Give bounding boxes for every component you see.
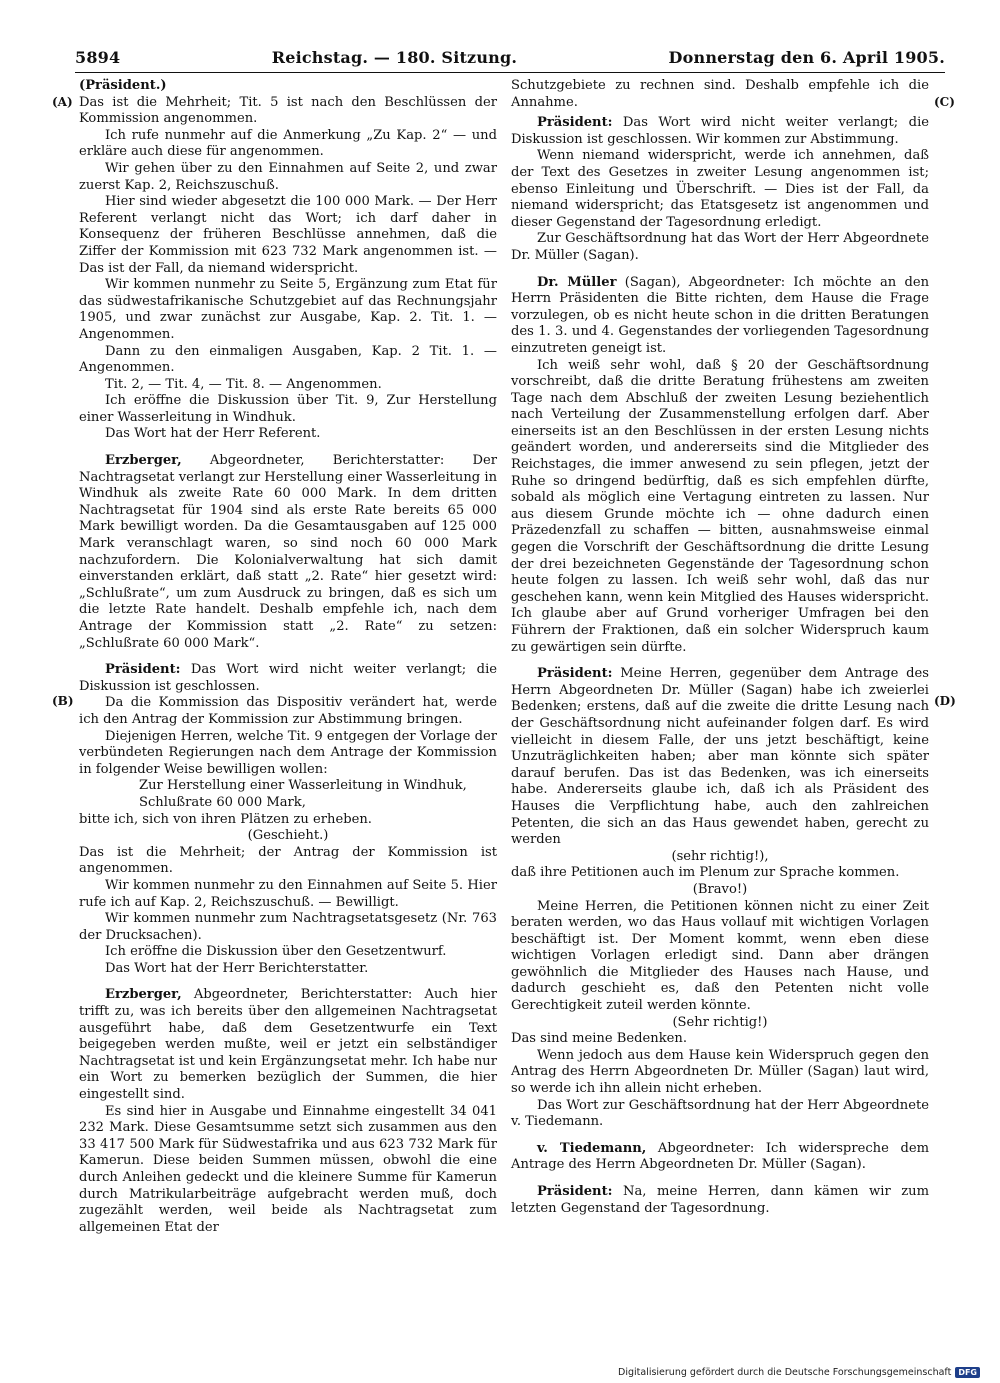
right-column <box>511 78 929 1217</box>
paragraph: Da die Kommission das Dispositiv verändert hat, werde ich den Antrag der Kommission zur Abstimmung bringen. <box>79 695 497 727</box>
paragraph: Wenn jedoch aus dem Hause kein Widerspruch gegen den Antrag des Herrn Abgeordneten Dr. Müller (Sagan) laut wird, so werde ich ihn allein nicht erheben. <box>511 1047 929 1097</box>
digitization-footer <box>610 1364 980 1380</box>
speaker-name: v. Tiedemann, <box>537 1140 647 1156</box>
paragraph: Wir gehen über zu den Einnahmen auf Seite 2, und zwar zuerst Kap. 2, Reichszuschuß. <box>79 160 497 193</box>
margin-marker-d: (D) <box>934 694 956 708</box>
speech-paragraph <box>511 1184 929 1217</box>
speech-paragraph <box>511 1141 929 1174</box>
speech-text: Meine Herren, gegenüber dem Antrage des Herrn Abgeordneten Dr. Müller (Sagan) habe ich zweierlei Bedenken; erstens, daß auf die zweite die dritte Lesung nach der Geschäftsordnung nicht aufeinander folgen darf. Es wird vielleicht in diesem Falle, der uns jetzt beschäftigt, keine Unzuträglichkeiten haben; aber man könnte sich später darauf berufen. Das ist das Bedenken, was ich einerseits habe. Andererseits glaube ich, daß ich als Präsident des Hauses die Verpflichtung habe, auch den zahlreichen Petenten, die sich an das Haus gewendet haben, gerecht zu werden <box>511 666 929 848</box>
paragraph: Wir kommen nunmehr zum Nachtragsetatsgesetz (Nr. 763 der Drucksachen). <box>79 911 497 943</box>
speaker-name: (Präsident.) <box>79 78 167 93</box>
paragraph: Das sind meine Bedenken. <box>511 1031 687 1047</box>
paragraph: Wir kommen nunmehr zu den Einnahmen auf Seite 5. Hier rufe ich auf Kap. 2, Reichszuschuß. — Bewilligt. <box>79 877 497 910</box>
paragraph: Meine Herren, die Petitionen können nicht zu einer Zeit beraten werden, wo das Haus vollauf mit wichtigen Vorlagen beschäftigt ist. Der Moment kommt, wenn eben diese wichtigen Vorlagen erledigt sind. Dann aber drängen gewöhnlich die Mitglieder des Hauses nach Hause, und dadurch geschieht es, daß den Petenten nicht volle Gerechtigkeit zuteil werden könnte. <box>511 898 929 1014</box>
speech-paragraph <box>511 275 929 358</box>
speaker-name: Erzberger, <box>105 987 182 1003</box>
speech-paragraph <box>79 453 497 652</box>
paragraph: Diejenigen Herren, welche Tit. 9 entgegen der Vorlage der verbündeten Regierungen nach dem Antrage der Kommission in folgender Weise bewilligen wollen: <box>79 728 497 777</box>
interjection: (sehr richtig!), <box>671 848 769 864</box>
speaker-name: Erzberger, <box>105 453 182 469</box>
speech-paragraph <box>511 666 929 849</box>
speaker-name: Präsident: <box>537 666 613 682</box>
margin-marker-a: (A) <box>52 95 73 109</box>
interjection: (Sehr richtig!) <box>672 1014 768 1030</box>
speech-text: (Sagan), Abgeordneter: Ich möchte an den Herrn Präsidenten die Bitte richten, dem Hause die Frage vorzulegen, ob es nicht heute schon in die dritten Beratungen des 1. 3. und 4. Gegenstandes der vorliegenden Tagesordnung einzutreten geneigt ist. <box>511 274 930 356</box>
paragraph: daß ihre Petitionen auch im Plenum zur Sprache kommen. <box>511 865 900 881</box>
paragraph: Das Wort zur Geschäftsordnung hat der Herr Abgeordnete v. Tiedemann. <box>511 1097 929 1130</box>
paragraph: Hier sind wieder abgesetzt die 100 000 Mark. — Der Herr Referent verlangt nicht das Wort; ich darf daher in Konsequenz der früheren Beschlüsse annehmen, daß die Ziffer der Kommission mit 623 732 Mark angenommen ist. — Das ist der Fall, da niemand widerspricht. <box>79 194 497 276</box>
paragraph: Tit. 2, — Tit. 4, — Tit. 8. — Angenommen. <box>105 376 382 392</box>
stage-direction: (Geschieht.) <box>247 828 329 844</box>
speech-text: Abgeordneter: Ich widerspreche dem Antrage des Herrn Abgeordneten Dr. Müller (Sagan). <box>511 1140 929 1173</box>
speech-text: Das Wort wird nicht weiter verlangt; die Diskussion ist geschlossen. <box>79 662 497 694</box>
paragraph: Das Wort hat der Herr Berichterstatter. <box>105 960 369 976</box>
speech-paragraph <box>79 662 497 695</box>
interjection: (Bravo!) <box>692 881 748 897</box>
speech-paragraph <box>79 987 497 1103</box>
speech-text: Das Wort wird nicht weiter verlangt; die Diskussion ist geschlossen. Wir kommen zur Abstimmung. <box>511 115 929 147</box>
speaker-name: Dr. Müller <box>537 274 617 290</box>
paragraph <box>79 78 497 95</box>
speech-text: Na, meine Herren, dann kämen wir zum letzten Gegenstand der Tagesordnung. <box>511 1184 929 1216</box>
paragraph: Das Wort hat der Herr Referent. <box>105 426 321 442</box>
margin-marker-b: (B) <box>52 694 74 708</box>
paragraph: bitte ich, sich von ihren Plätzen zu erheben. <box>79 811 372 827</box>
header-title: Reichstag. — 180. Sitzung. <box>271 48 518 67</box>
header-rule <box>75 72 945 73</box>
page-header <box>75 48 945 70</box>
paragraph: Das ist die Mehrheit; der Antrag der Kommission ist angenommen. <box>79 844 497 877</box>
paragraph: Schutzgebiete zu rechnen sind. Deshalb empfehle ich die Annahme. <box>511 78 929 110</box>
motion-text: Zur Herstellung einer Wasserleitung in Windhuk, Schlußrate 60 000 Mark, <box>139 778 467 810</box>
footer-text: Digitalisierung gefördert durch die Deutsche Forschungsgemeinschaft <box>618 1366 952 1378</box>
paragraph: Ich rufe nunmehr auf die Anmerkung „Zu Kap. 2“ — und erkläre auch diese für angenommen. <box>79 127 497 160</box>
speaker-name: Präsident: <box>537 115 613 131</box>
speaker-name: Präsident: <box>537 1184 613 1199</box>
speech-paragraph <box>511 115 929 148</box>
paragraph: Wenn niemand widerspricht, werde ich annehmen, daß der Text des Gesetzes in zweiter Lesung angenommen ist; ebenso Einleitung und Überschrift. — Dies ist der Fall, da niemand widerspricht; das Etatsgesetz ist angenommen und dieser Gegenstand der Tagesordnung erledigt. <box>511 148 929 230</box>
paragraph: Dann zu den einmaligen Ausgaben, Kap. 2 Tit. 1. — Angenommen. <box>79 343 497 376</box>
margin-marker-c: (C) <box>934 95 955 109</box>
page-number: 5894 <box>75 48 121 67</box>
speech-text: Abgeordneter, Berichterstatter: Der Nachtragsetat verlangt zur Herstellung einer Wasserleitung in Windhuk als zweite Rate 60 000 Mark. In dem dritten Nachtragsetat für 1904 sind als erste Rate bereits 65 000 Mark bewilligt worden. Da die Gesamtausgaben auf 125 000 Mark veranschlagt waren, so sind noch 60 000 Mark nachzufordern. Die Kolonialverwaltung hat sich damit einverstanden erklärt, daß statt „2. Rate“ hier gesetzt wird: „Schlußrate“, um zum Ausdruck zu bringen, daß es sich um die letzte Rate handelt. Deshalb empfehle ich, nach dem Antrage der Kommission statt „2. Rate“ zu setzen: „Schlußrate 60 000 Mark“. <box>79 453 497 651</box>
paragraph: Ich eröffne die Diskussion über Tit. 9, Zur Herstellung einer Wasserleitung in Windhuk. <box>79 393 497 425</box>
paragraph: Wir kommen nunmehr zu Seite 5, Ergänzung zum Etat für das südwestafrikanische Schutzgebiet auf das Rechnungsjahr 1905, und zwar zunächst zur Ausgabe, Kap. 2. Tit. 1. — Angenommen. <box>79 277 497 342</box>
dfg-logo: DFG <box>955 1367 980 1378</box>
paragraph: Es sind hier in Ausgabe und Einnahme eingestellt 34 041 232 Mark. Diese Gesamtsumme setzt sich zusammen aus den 33 417 500 Mark für Südwestafrika und aus 623 732 Mark für Kamerun. Diese beiden Summen müssen, obwohl die eine durch Anleihen gedeckt und die kleinere Summe für Kamerun durch Matrikularbeiträge aufgebracht werden muß, doch zugezählt werden, weil beide als Nachtragsetat zum allgemeinen Etat der <box>79 1103 497 1235</box>
header-date: Donnerstag den 6. April 1905. <box>668 48 945 67</box>
speaker-name: Präsident: <box>105 662 181 678</box>
paragraph: Ich weiß sehr wohl, daß § 20 der Geschäftsordnung vorschreibt, daß die dritte Beratung frühestens am zweiten Tage nach dem Abschluß der zweiten Lesung beziehentlich nach Verteilung der Zusammenstellung erfolgen darf. Aber einerseits ist an den Beschlüssen in der ersten Lesung nichts geändert worden, und andererseits sind die Mitglieder des Reichstages, die immer anwesend zu sein pflegen, jetzt der Ruhe so dringend bedürftig, daß es sich empfehlen dürfte, sobald als möglich eine Vertagung eintreten zu lassen. Nur aus diesem Grunde möchte ich — ohne dadurch einen Präzedenzfall zu schaffen — bitten, ausnahmsweise einmal gegen die Vorschrift der Geschäftsordnung die dritte Lesung der drei bezeichneten Gegenstände der Tagesordnung schon heute folgen zu lassen. Ich weiß sehr wohl, daß das nur geschehen kann, wenn kein Mitglied des Hauses widerspricht. Ich glaube aber auf Grund vorheriger Umfragen bei den Führern der Fraktionen, daß ein solcher Widerspruch kaum zu gewärtigen sein dürfte. <box>511 357 929 655</box>
speech-text: Abgeordneter, Berichterstatter: Auch hier trifft zu, was ich bereits über den allgemeinen Nachtragsetat ausgeführt habe, daß dem Gesetzentwurfe ein Text beigegeben werden mußte, weil er jetzt ein selbständiger Nachtragsetat ist und kein Ergänzungsetat mehr. Ich habe nur ein Wort zu bemerken bezüglich der Summen, die hier eingestellt sind. <box>79 987 497 1103</box>
paragraph: Ich eröffne die Diskussion über den Gesetzentwurf. <box>105 944 447 960</box>
left-column <box>79 78 497 1236</box>
paragraph: Das ist die Mehrheit; Tit. 5 ist nach den Beschlüssen der Kommission angenommen. <box>79 94 497 127</box>
paragraph: Zur Geschäftsordnung hat das Wort der Herr Abgeordnete Dr. Müller (Sagan). <box>511 231 929 263</box>
